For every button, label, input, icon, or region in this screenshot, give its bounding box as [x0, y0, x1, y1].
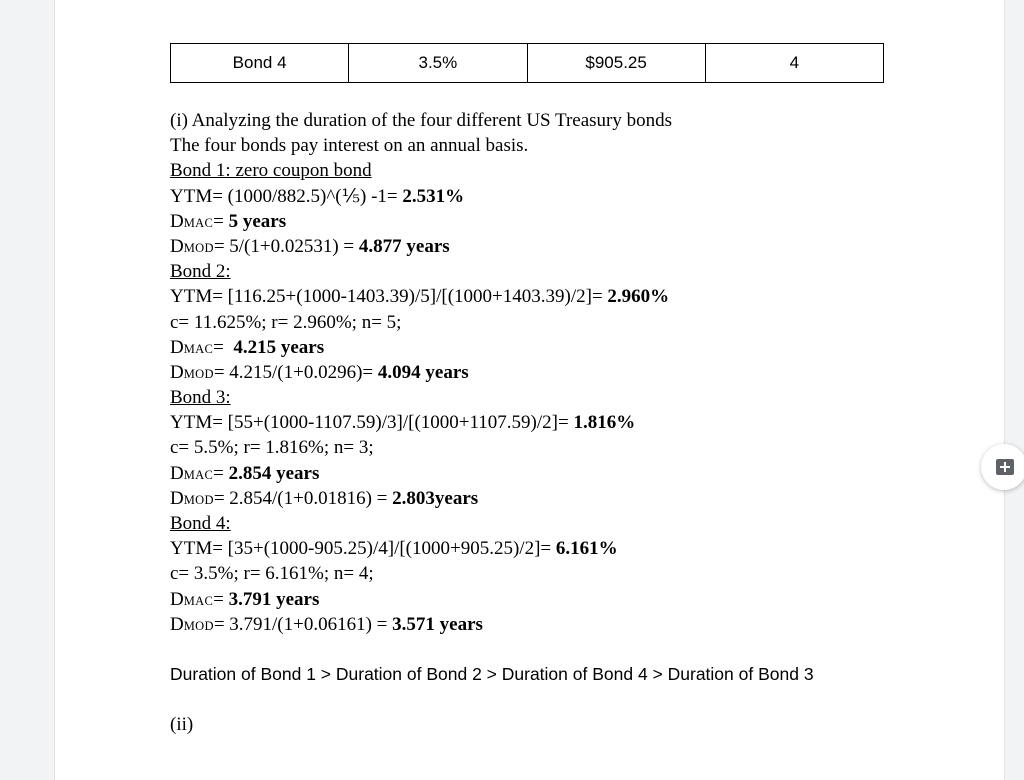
dmac-label-d: D	[170, 210, 184, 232]
bond4-ytm	[170, 536, 950, 561]
bond1-dmac	[170, 209, 950, 234]
bond4-params: c= 3.5%; r= 6.161%; n= 4;	[170, 563, 374, 585]
bond1-dmac-value: 5 years	[228, 210, 287, 232]
table-cell-bond: Bond 4	[171, 44, 349, 83]
bond1-ytm	[170, 184, 950, 209]
dmod-label-sub: MOD	[183, 618, 214, 633]
bond4-title-text: Bond 4:	[170, 513, 231, 534]
table-cell-coupon: 3.5%	[349, 44, 527, 83]
bond3-ytm-formula: YTM= [55+(1000-1107.59)/3]/[(1000+1107.59)/2]=	[170, 412, 574, 434]
bond1-ytm-value: 2.531%	[402, 185, 465, 207]
bond2-dmac	[170, 335, 950, 360]
add-comment-icon	[996, 459, 1014, 475]
bond4-dmod	[170, 612, 950, 637]
dmac-label-sub: MAC	[183, 467, 214, 482]
table-row	[171, 44, 884, 83]
bond2-dmod-formula: = 4.215/(1+0.0296)=	[213, 361, 378, 383]
bond3-dmac-formula: =	[213, 462, 229, 484]
bond3-title-text: Bond 3:	[170, 387, 231, 409]
part-ii-label: (ii)	[170, 714, 194, 736]
bond3-dmod-formula: = 2.854/(1+0.01816) =	[213, 487, 393, 509]
dmod-label-d: D	[170, 361, 184, 383]
dmac-label-sub: MAC	[183, 593, 214, 608]
bond1-ytm-formula: YTM= (1000/882.5)^(⅕) -1=	[170, 185, 403, 207]
dmod-label-d: D	[170, 613, 184, 635]
bond1-dmac-formula: =	[213, 210, 229, 232]
bond2-dmod	[170, 360, 950, 385]
document-page	[54, 0, 1005, 780]
bond2-ytm-formula: YTM= [116.25+(1000-1403.39)/5]/[(1000+1403.39)/2]=	[170, 286, 608, 308]
intro-text: The four bonds pay interest on an annual basis.	[170, 135, 529, 157]
dmod-label-sub: MOD	[183, 366, 214, 381]
table-cell-maturity: 4	[705, 44, 883, 83]
bond2-dmod-value: 4.094 years	[377, 361, 469, 383]
bond4-ytm-value: 6.161%	[555, 538, 618, 560]
duration-summary: Duration of Bond 1 > Duration of Bond 2 > Duration of Bond 4 > Duration of Bond 3	[170, 663, 814, 684]
bond2-ytm	[170, 284, 950, 309]
add-comment-button[interactable]	[981, 444, 1024, 490]
bond3-ytm-value: 1.816%	[573, 412, 636, 434]
bond4-dmac-value: 3.791 years	[228, 588, 320, 610]
bond2-title	[170, 259, 950, 284]
document-body	[170, 108, 950, 737]
bond3-params: c= 5.5%; r= 1.816%; n= 3;	[170, 437, 374, 459]
bond3-title	[170, 385, 950, 410]
dmod-label-sub: MOD	[183, 492, 214, 507]
bond2-ytm-value: 2.960%	[607, 286, 670, 308]
bond1-dmod	[170, 234, 950, 259]
bond3-dmac	[170, 461, 950, 486]
dmac-label-d: D	[170, 462, 184, 484]
bond2-dmac-formula: =	[213, 336, 234, 358]
bond1-title	[170, 158, 950, 183]
dmac-label-sub: MAC	[183, 215, 214, 230]
dmac-label-d: D	[170, 336, 184, 358]
bond4-title	[170, 511, 950, 536]
section-heading: (i) Analyzing the duration of the four different US Treasury bonds	[170, 110, 673, 131]
bond1-dmod-value: 4.877 years	[358, 235, 450, 257]
bond2-dmac-value: 4.215 years	[233, 336, 325, 358]
bond4-ytm-formula: YTM= [35+(1000-905.25)/4]/[(1000+905.25)/2]=	[170, 538, 556, 560]
dmod-label-sub: MOD	[183, 240, 214, 255]
dmac-label-sub: MAC	[183, 341, 214, 356]
bond4-dmod-value: 3.571 years	[392, 613, 483, 635]
table-cell-price: $905.25	[527, 44, 705, 83]
dmac-label-d: D	[170, 588, 184, 610]
bond3-dmod-value: 2.803years	[392, 487, 479, 509]
bond1-title-text: Bond 1: zero coupon bond	[170, 160, 372, 182]
spacer	[170, 687, 950, 712]
bond3-dmac-value: 2.854 years	[228, 462, 320, 484]
bond3-ytm	[170, 410, 950, 435]
spacer	[170, 637, 950, 662]
bond4-dmod-formula: = 3.791/(1+0.06161) =	[213, 613, 393, 635]
bond1-dmod-formula: = 5/(1+0.02531) =	[213, 235, 359, 257]
bond2-params: c= 11.625%; r= 2.960%; n= 5;	[170, 311, 402, 333]
bond2-title-text: Bond 2:	[170, 261, 231, 283]
bond4-dmac	[170, 587, 950, 612]
bond3-dmod	[170, 486, 950, 511]
bond4-dmac-formula: =	[213, 588, 229, 610]
dmod-label-d: D	[170, 487, 184, 509]
dmod-label-d: D	[170, 235, 184, 257]
bond-table	[170, 43, 884, 83]
